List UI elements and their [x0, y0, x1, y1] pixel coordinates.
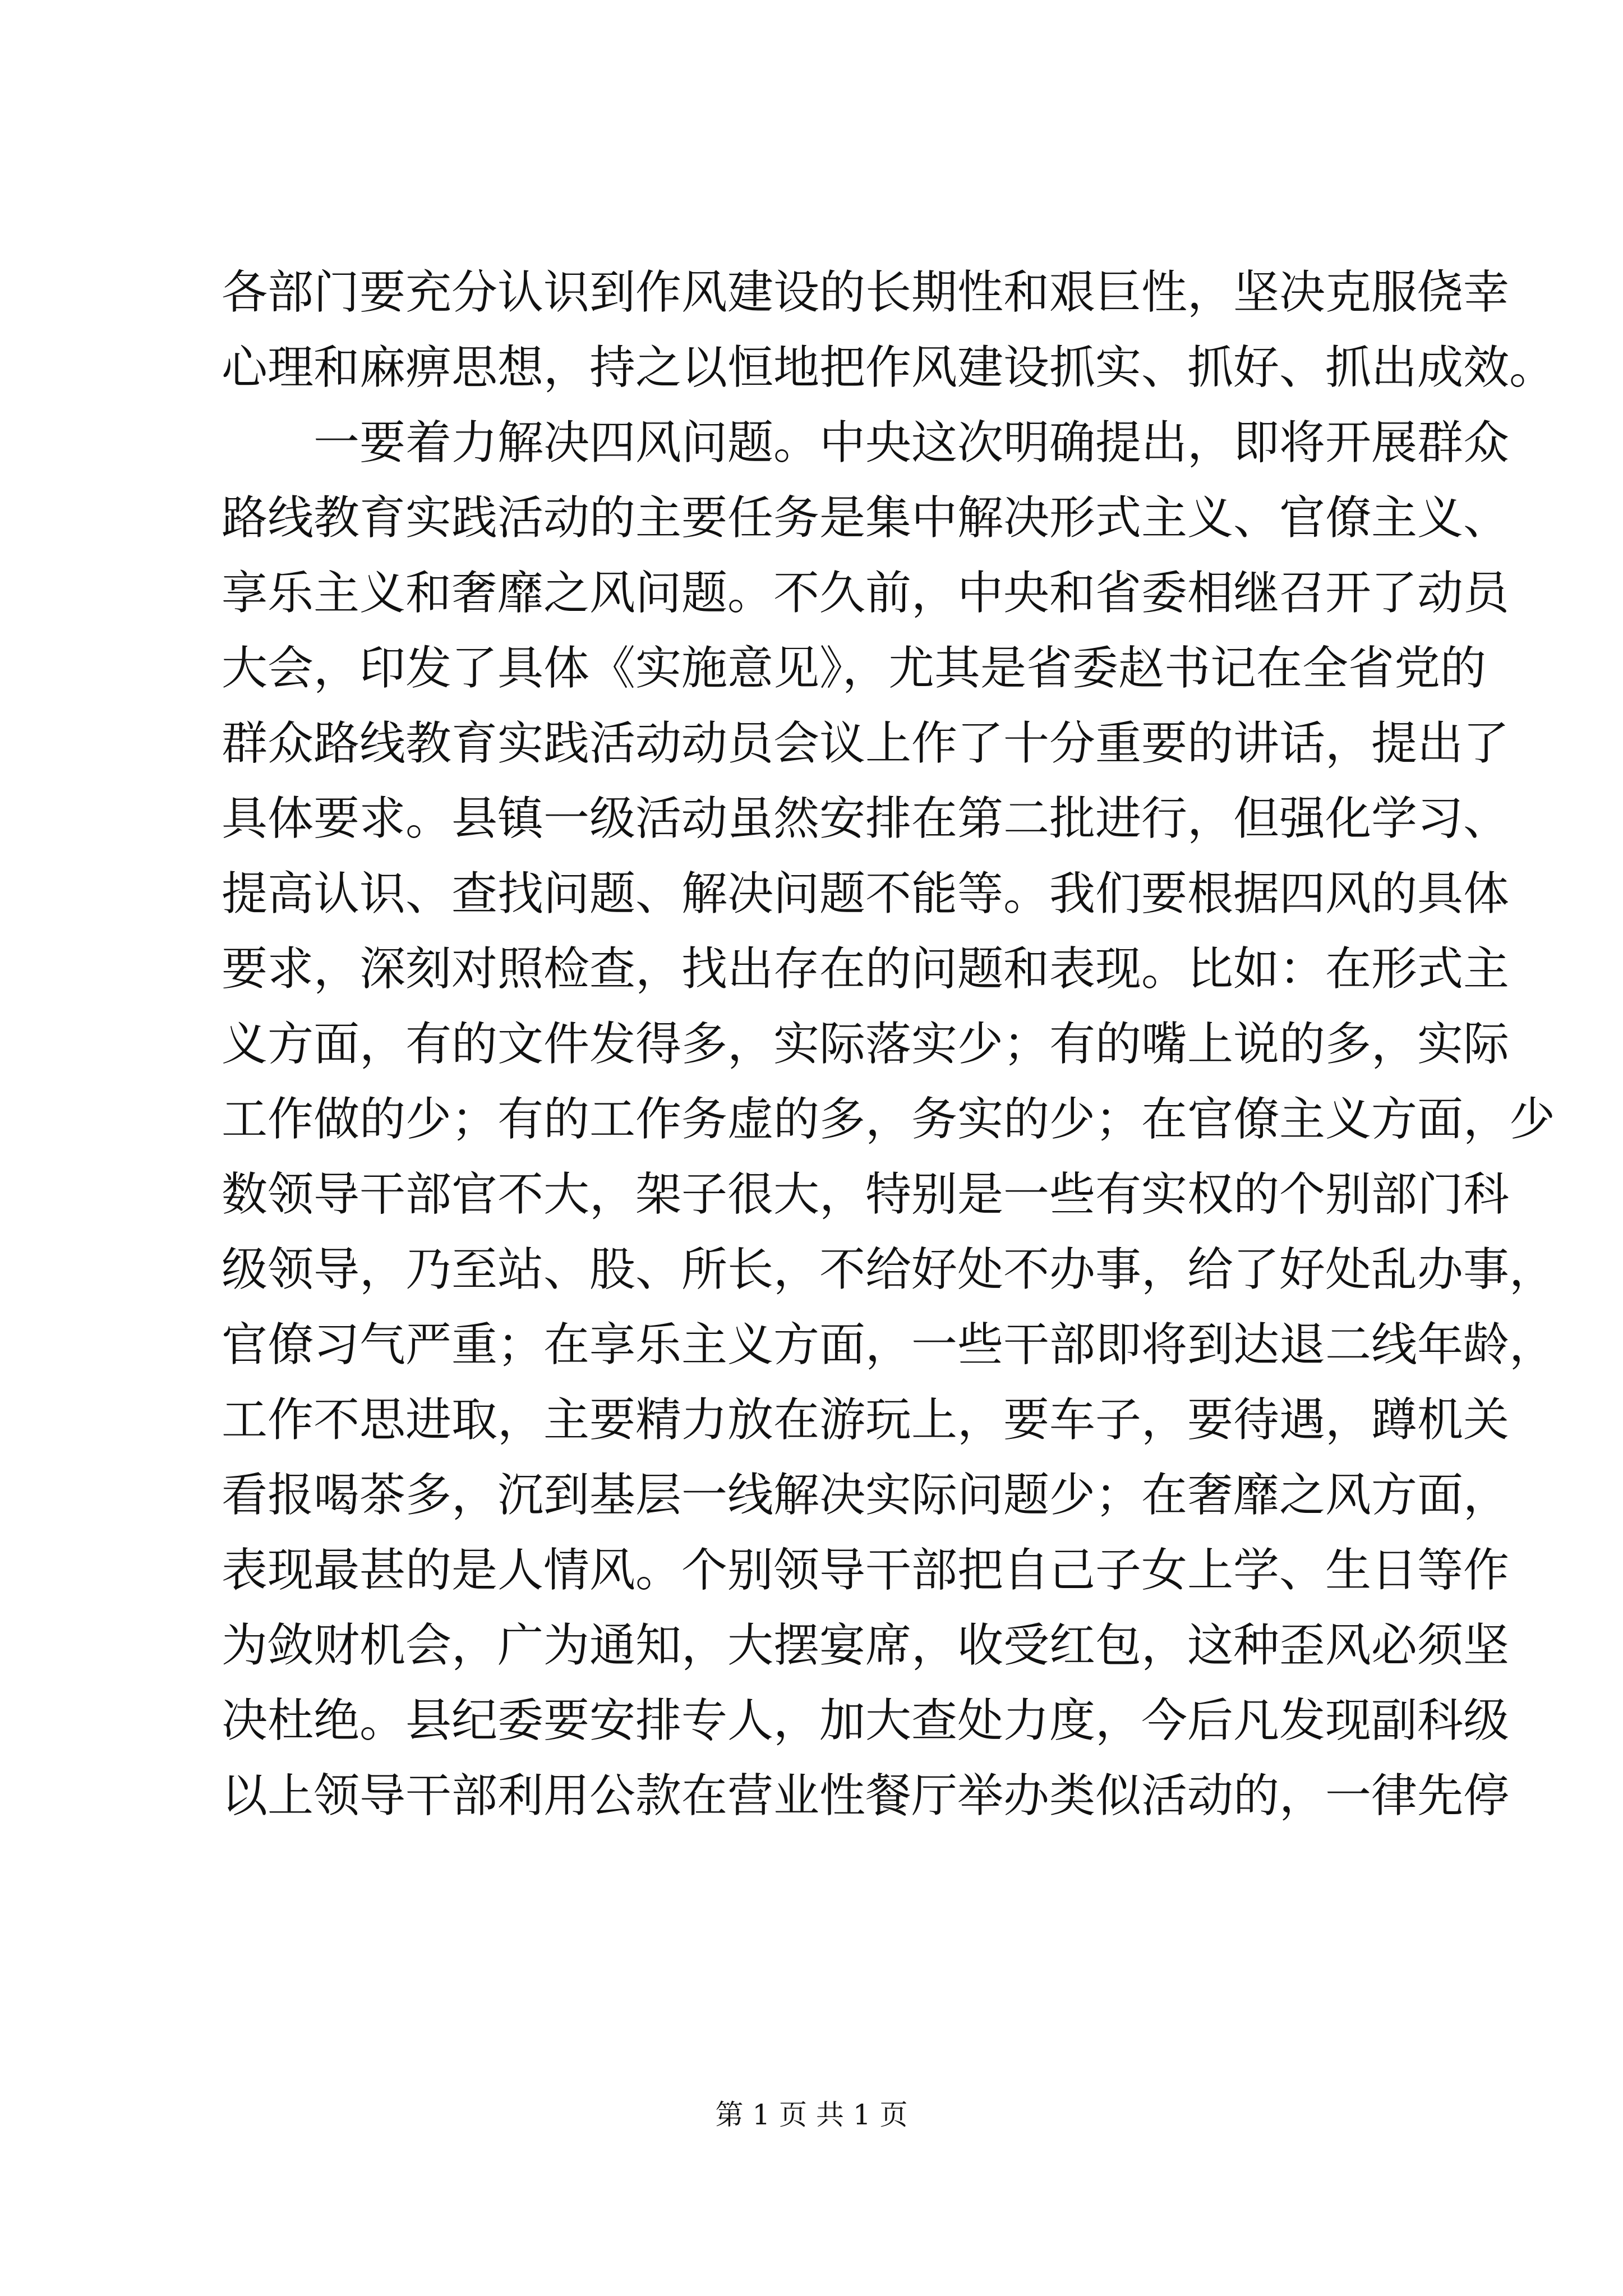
text-line: 心理和麻痹思想，持之以恒地把作风建设抓实、抓好、抓出成效。	[222, 341, 1556, 394]
page-number-footer: 第 1 页 共 1 页	[715, 2099, 908, 2131]
text-line: 为敛财机会，广为通知，大摆宴席，收受红包，这种歪风必须坚	[222, 1619, 1510, 1672]
text-line: 要求，深刻对照检查，找出存在的问题和表现。比如：在形式主	[222, 942, 1510, 996]
body-text	[222, 255, 1556, 1834]
text-line: 看报喝茶多，沉到基层一线解决实际问题少；在奢靡之风方面，	[222, 1469, 1510, 1522]
text-line: 群众路线教育实践活动动员会议上作了十分重要的讲话，提出了	[222, 717, 1510, 770]
paragraph-start-line: 一要着力解决四风问题。中央这次明确提出，即将开展群众	[222, 416, 1510, 470]
text-line: 官僚习气严重；在享乐主义方面，一些干部即将到达退二线年龄，	[222, 1318, 1556, 1372]
text-line: 享乐主义和奢靡之风问题。不久前，中央和省委相继召开了动员	[222, 567, 1510, 620]
text-line: 各部门要充分认识到作风建设的长期性和艰巨性，坚决克服侥幸	[222, 266, 1510, 319]
text-line: 工作不思进取，主要精力放在游玩上，要车子，要待遇，蹲机关	[222, 1393, 1510, 1447]
text-line: 级领导，乃至站、股、所长，不给好处不办事，给了好处乱办事，	[222, 1243, 1556, 1296]
text-line: 表现最甚的是人情风。个别领导干部把自己子女上学、生日等作	[222, 1544, 1510, 1597]
text-line: 提高认识、查找问题、解决问题不能等。我们要根据四风的具体	[222, 867, 1510, 921]
text-line: 义方面，有的文件发得多，实际落实少；有的嘴上说的多，实际	[222, 1018, 1510, 1071]
text-line: 大会，印发了具体《实施意见》，尤其是省委赵书记在全省党的	[222, 642, 1487, 695]
text-line: 决杜绝。县纪委要安排专人，加大查处力度，今后凡发现副科级	[222, 1694, 1510, 1747]
text-line: 工作做的少；有的工作务虚的多，务实的少；在官僚主义方面，少	[222, 1093, 1556, 1146]
text-line: 路线教育实践活动的主要任务是集中解决形式主义、官僚主义、	[222, 491, 1510, 545]
text-line: 具体要求。县镇一级活动虽然安排在第二批进行，但强化学习、	[222, 792, 1510, 845]
text-line: 以上领导干部利用公款在营业性餐厅举办类似活动的，一律先停	[222, 1769, 1510, 1823]
text-line: 数领导干部官不大，架子很大，特别是一些有实权的个别部门科	[222, 1168, 1510, 1221]
